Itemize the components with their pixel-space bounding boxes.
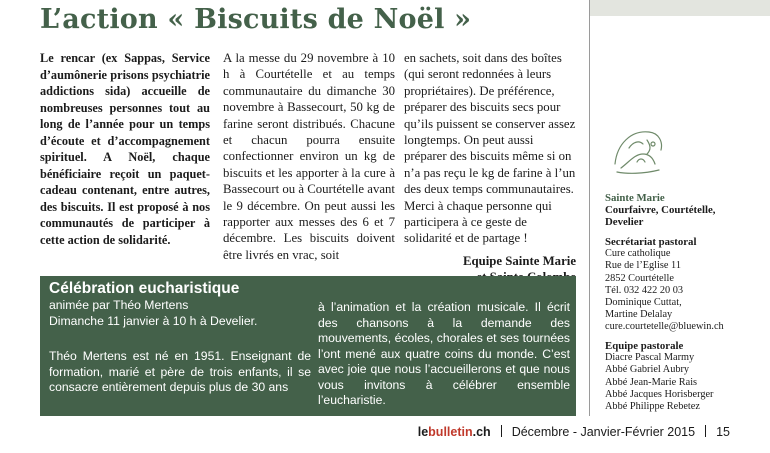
body-paragraph: en sachets, soit dans des boîtes (qui seront redonnées à leurs propriétaires). De préférence, préparer des biscuits secs pour qu’ils puissent se conserver assez longtemps. On peut aussi préparer des biscuits même si on n’a pas reçu le kg de farine à l’un des deux temps communautaires. Merci à chaque personne qui participera à ce geste de solidarité et de partage ! <box>404 51 576 246</box>
celebration-details <box>49 298 311 329</box>
page-footer <box>0 420 770 453</box>
celebration-title: Célébration eucharistique <box>49 280 240 297</box>
secretariat-phone: Tél. 032 422 20 03 <box>605 284 684 296</box>
secretariat-line: Martine Delalay <box>605 309 673 321</box>
parish-header <box>605 192 715 229</box>
team-title: Equipe pastorale <box>605 340 684 352</box>
body-paragraph: A la messe du 29 novembre à 10 h à Courtételle et au temps communautaire du dimanche 30 novembre à Bassecourt, 50 kg de farine seront distribués. Chacune et chacun pourra ensuite confectionner environ un kg de biscuits et les apporter à la cure à Bassecourt ou à Courtételle avant le 9 décembre. On peut aussi les rapporter aux messes des 6 et 7 décembre. Les biscuits doivent être livrés en vrac, soit <box>223 51 395 262</box>
celebration-paragraph-left: Théo Mertens est né en 1951. Enseignant de formation, marié et père de trois enfants, il se consacre entièrement depuis plus de 30 ans <box>49 349 311 394</box>
parish-places-line: Courfaivre, Courtételle, <box>605 204 716 217</box>
article-title: L’action « Biscuits de Noël » <box>40 4 472 35</box>
team-member: Abbé Jean-Marie Rais <box>605 376 698 388</box>
celebration-host: animée par Théo Mertens <box>49 298 189 312</box>
intro-paragraph: Le rencar (ex Sappas, Service d’aumônerie prisons psychiatrie addictions sida) accueille de nombreuses personnes tout au long de l’année pour un temps d’écoute et d’accompagnement spirituel. A Noël, chaque bénéficiaire reçoit un paquet-cadeau contenant, entre autres, des biscuits. Il est proposé à nos communautés de participer à cette action de solidarité. <box>40 51 210 247</box>
secretariat-email-link[interactable]: cure.courtetelle@bluewin.ch <box>605 321 724 333</box>
article-column-2 <box>223 50 395 263</box>
celebration-box <box>40 276 576 416</box>
page-number: 15 <box>716 425 730 439</box>
column-divider <box>589 0 590 416</box>
celebration-date: Dimanche 11 janvier à 10 h à Develier. <box>49 313 258 328</box>
article-column-3 <box>404 50 576 286</box>
issue-date: Décembre - Janvier-Février 2015 <box>511 425 696 439</box>
brand-le: le <box>417 425 429 439</box>
secretariat-line: 2852 Courtételle <box>605 272 674 284</box>
article-intro <box>40 50 210 248</box>
signature-line: Equipe Sainte Marie <box>462 253 576 268</box>
footer-text <box>418 425 730 439</box>
team-member: Diacre Pascal Marmy <box>605 352 695 364</box>
team-member: Abbé Jacques Horisberger <box>605 388 714 400</box>
celebration-paragraph-right: à l’animation et la création musicale. Il écrit des chansons à la demande des mouvements, écoles, chorales et ses tournées l’ont mené aux quatre coins du monde. C’est avec joie que nous l’accueillerons et que nous vous invitons à célébrer ensemble l’eucharistie. <box>318 300 570 407</box>
secretariat-line: Cure catholique <box>605 248 671 260</box>
brand-bulletin: bulletin <box>428 425 473 439</box>
parish-places-line: Develier <box>605 216 644 229</box>
team-member: Abbé Gabriel Aubry <box>605 364 690 376</box>
brand-logo <box>418 425 491 439</box>
parish-name: Sainte Marie <box>605 192 665 204</box>
secretariat-block <box>605 236 724 334</box>
pastoral-team-block <box>605 340 713 413</box>
sidebar-top-band <box>590 0 770 16</box>
footer-separator <box>705 425 706 437</box>
secretariat-line: Rue de l’Eglise 11 <box>605 260 681 272</box>
brand-ch: .ch <box>472 425 491 439</box>
team-member: Abbé Philippe Rebetez <box>605 401 700 413</box>
footer-separator <box>501 425 502 437</box>
parish-dove-logo-icon <box>609 124 667 180</box>
secretariat-title: Secrétariat pastoral <box>605 236 697 248</box>
secretariat-line: Dominique Cuttat, <box>605 297 682 309</box>
